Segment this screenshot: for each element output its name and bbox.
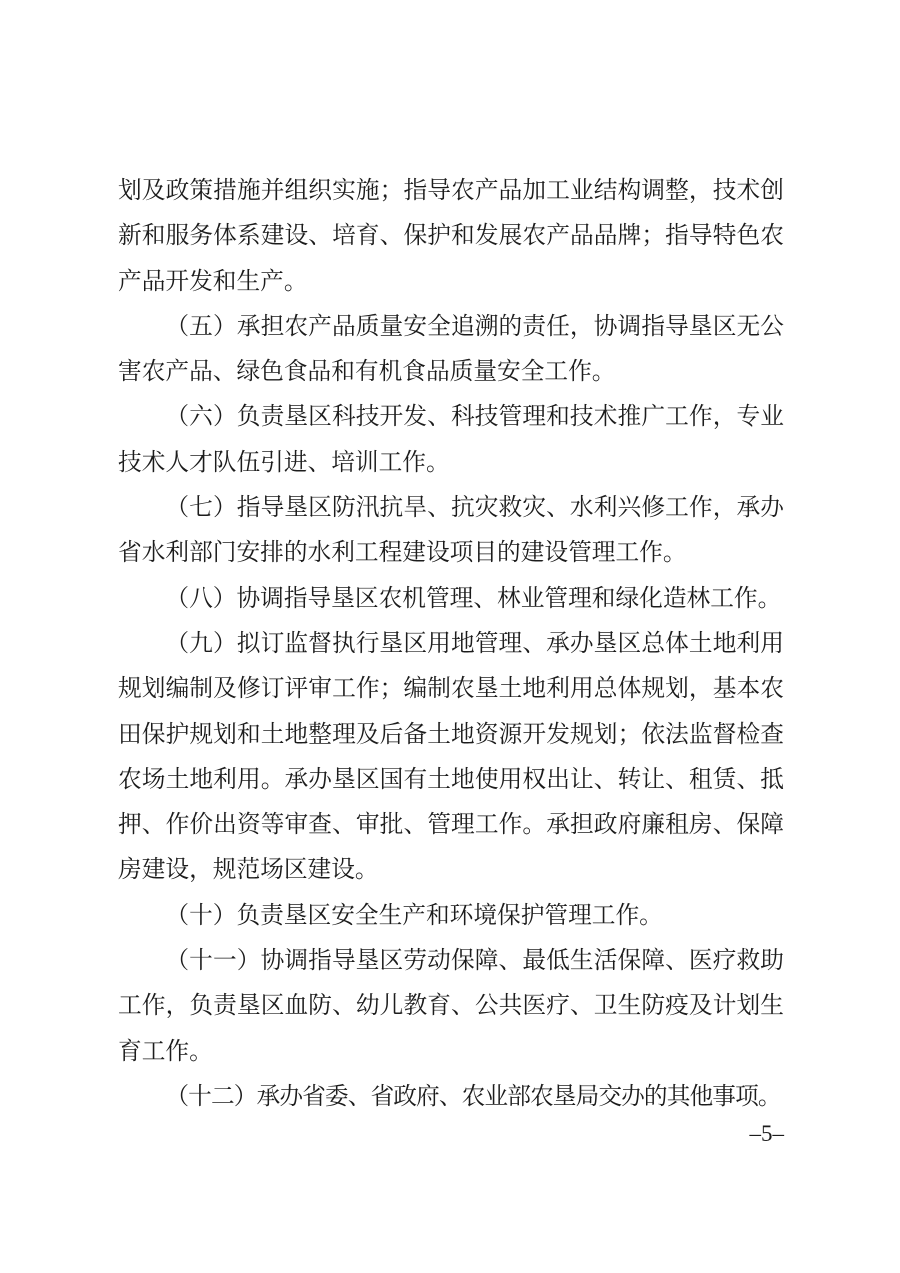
paragraph-item-12: （十二）承办省委、省政府、农业部农垦局交办的其他事项。 bbox=[165, 1083, 781, 1110]
paragraph-item-8: （八）协调指导垦区农机管理、林业管理和绿化造林工作。 bbox=[165, 585, 782, 612]
document-body bbox=[118, 169, 784, 1120]
paragraph-item-5: （五）承担农产品质量安全追溯的责任，协调指导垦区无公害农产品、绿色食品和有机食品质量安全工作。 bbox=[118, 313, 784, 386]
paragraph-item-7: （七）指导垦区防汛抗旱、抗灾救灾、水利兴修工作，承办省水利部门安排的水利工程建设项目的建设管理工作。 bbox=[118, 495, 784, 567]
page-number: –5– bbox=[749, 1121, 784, 1146]
paragraph-continuation: 划及政策措施并组织实施；指导农产品加工业结构调整，技术创新和服务体系建设、培育、保护和发展农产品品牌；指导特色农产品开发和生产。 bbox=[118, 178, 784, 295]
paragraph-item-11: （十一）协调指导垦区劳动保障、最低生活保障、医疗救助工作，负责垦区血防、幼儿教育、公共医疗、卫生防疫及计划生育工作。 bbox=[118, 948, 784, 1065]
paragraph-item-9: （九）拟订监督执行垦区用地管理、承办垦区总体土地利用规划编制及修订评审工作；编制农垦土地利用总体规划，基本农田保护规划和土地整理及后备土地资源开发规划；依法监督检查农场土地利用。承办垦区国有土地使用权出让、转让、租赁、抵押、作价出资等审查、审批、管理工作。承担政府廉租房、保障房建设，规范场区建设。 bbox=[118, 630, 784, 884]
paragraph-item-10: （十）负责垦区安全生产和环境保护管理工作。 bbox=[165, 902, 663, 929]
paragraph-item-6: （六）负责垦区科技开发、科技管理和技术推广工作，专业技术人才队伍引进、培训工作。 bbox=[118, 404, 784, 476]
